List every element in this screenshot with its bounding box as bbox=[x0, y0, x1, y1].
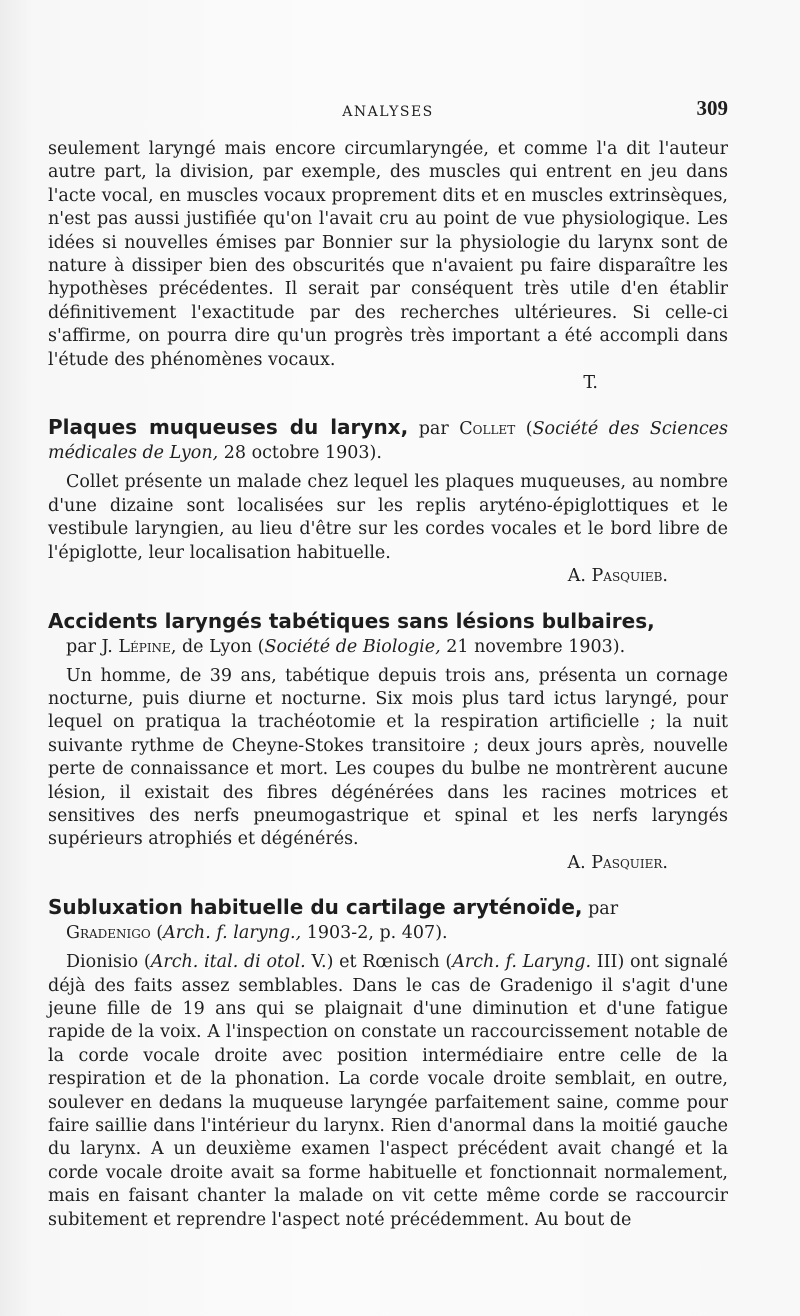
intro-signature: T. bbox=[583, 373, 598, 394]
paragraph-italic-ref-2: Arch. f. Laryng. bbox=[452, 952, 592, 973]
entry-source-italic: Arch. f. laryng., bbox=[163, 923, 302, 944]
entry-heading: Plaques muqueuses du larynx, bbox=[48, 415, 409, 440]
entry-title-block bbox=[48, 415, 728, 465]
entry-title-block bbox=[48, 895, 728, 945]
entry-signature bbox=[48, 565, 728, 588]
entry-accidents-laryngés bbox=[48, 609, 728, 876]
signature-name: Pasquier. bbox=[591, 852, 668, 873]
entry-paragraph: Un homme, de 39 ans, tabétique depuis trois ans, présenta un cornage nocturne, puis diurne et nocturne. Six mois plus tard ictus laryngé, pour lequel on pratiqua la trachéotomie et la respiration artificielle ; la nuit suivante rythme de Cheyne-Stokes transitoire ; deux jours après, nouvelle perte de connaissance et mort. Les coupes du bulbe ne montrèrent aucune lésion, il existait des fibres dégénérées dans les racines motrices et sensitives des nerfs pneumogastrique et spinal et les nerfs laryngés supérieurs atrophiés et dégénérés. bbox=[48, 665, 728, 850]
page-number: 309 bbox=[696, 96, 728, 120]
entry-author: Collet bbox=[459, 419, 516, 440]
entry-paragraph: Collet présente un malade chez lequel les plaques muqueuses, au nombre d'une dizaine sont localisées sur les replis aryténo-épiglottiques et le vestibule laryngien, au lieu d'être sur les cordes vocales et le bord libre de l'épiglotte, leur localisation habituelle. bbox=[48, 472, 728, 563]
entry-source-open: ( bbox=[150, 923, 164, 944]
entry-source-italic: Société de Biologie, bbox=[264, 636, 441, 657]
entry-source-rest: 1903-2, p. 407). bbox=[301, 923, 448, 944]
entry-by: par J. bbox=[66, 636, 119, 657]
entry-paragraph bbox=[48, 951, 728, 1232]
entry-source-open: de Lyon ( bbox=[176, 636, 265, 657]
entry-by: par bbox=[582, 899, 619, 920]
intro-paragraph: seulement laryngé mais encore circumlaryngée, et comme l'a dit l'auteur autre part, la division, par exemple, des muscles qui entrent en jeu dans l'acte vocal, en muscles vocaux proprement dits et en muscles extrinsèques, n'est pas aussi justifiée qu'on l'avait cru au point de vue physiologique. Les idées si nouvelles émises par Bonnier sur la physiologie du larynx sont de nature à dissiper bien des obscurités que n'avaient pu faire disparaître les hypothèses précédentes. Il serait par conséquent très utile d'en établir définitivement l'exactitude par des recherches ultérieures. Si celle-ci s'affirme, on pourra dire qu'un progrès très important a été accompli dans l'étude des phénomènes vocaux. bbox=[48, 139, 728, 370]
entry-subluxation bbox=[48, 895, 728, 1232]
entry-source-italic: Société des Sciences médicales de Lyon, bbox=[48, 419, 728, 464]
entry-heading: Subluxation habituelle du cartilage aryténoïde, bbox=[48, 895, 583, 920]
paragraph-italic-ref-1: Arch. ital. di otol. bbox=[150, 952, 306, 973]
signature-name: Pasquieb. bbox=[591, 566, 668, 587]
entry-by: par bbox=[408, 419, 460, 440]
entry-plaques-muqueuses bbox=[48, 415, 728, 588]
page-header bbox=[48, 92, 728, 132]
entry-author: Lépine, bbox=[118, 636, 177, 657]
running-head: ANALYSES bbox=[342, 104, 434, 120]
paragraph-end: III) ont signalé déjà des faits assez semblables. Dans le cas de Gradenigo il s'agit d'une jeune fille de 19 ans qui se plaignait d'une diminution et d'une fatigue rapide de la voix. A l'inspection on constate un raccourcissement notable de la corde vocale droite avec position intermédiaire entre celle de la respiration et de la phonation. La corde vocale droite semblait, en outre, soulever en dedans la muqueuse laryngée parfaitement saine, comme pour faire saillie dans l'intérieur du larynx. Rien d'anormal dans la moitié gauche du larynx. A un deuxième examen l'aspect précédent avait changé et la corde vocale droite avait sa forme habituelle et fonctionnait normalement, mais en faisant chanter la malade on vit cette même corde se raccourcir subitement et reprendre l'aspect noté précédemment. Au bout de bbox=[48, 952, 728, 1230]
entry-source-rest: 21 novembre 1903). bbox=[440, 636, 626, 657]
entry-author: Gradenigo bbox=[66, 923, 151, 944]
signature-initial: A. bbox=[567, 566, 592, 587]
paragraph-mid: V.) et Rœnisch ( bbox=[305, 952, 453, 973]
entry-source-rest: 28 octobre 1903). bbox=[218, 443, 382, 464]
entry-signature bbox=[48, 852, 728, 875]
entry-title-block bbox=[48, 609, 728, 659]
page-body bbox=[48, 138, 728, 1232]
signature-initial: A. bbox=[567, 852, 592, 873]
entry-source-open: ( bbox=[515, 419, 533, 440]
entry-heading: Accidents laryngés tabétiques sans lésions bulbaires, bbox=[48, 608, 655, 633]
paragraph-start: Dionisio ( bbox=[66, 952, 151, 973]
